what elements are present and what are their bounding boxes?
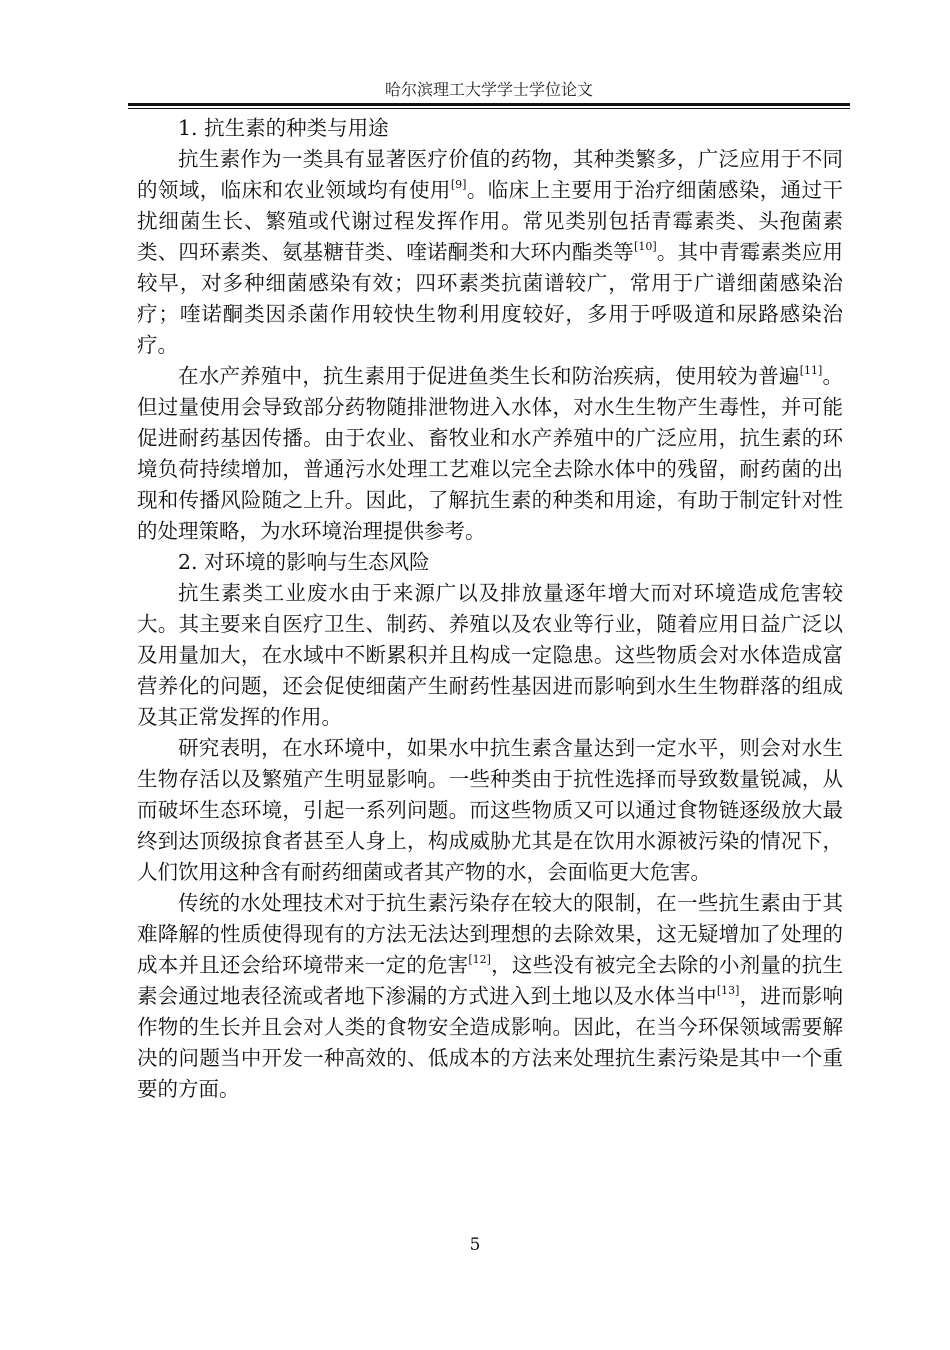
paragraph — [137, 733, 843, 888]
text-run: 。其中青霉素类应用较早，对多种细菌感染有效；四环素类抗菌谱较广，常用于广谱细菌感染治疗；喹诺酮类因杀菌作用较快生物利用度较好，多用于呼吸道和尿路感染治疗。 — [137, 240, 844, 357]
paragraph — [137, 888, 843, 1105]
page-number: 5 — [469, 1235, 481, 1255]
section-heading: 2. 对环境的影响与生态风险 — [178, 550, 430, 574]
text-run: 研究表明，在水环境中，如果水中抗生素含量达到一定水平，则会对水生生物存活以及繁殖产生明显影响。一些种类由于抗性选择而导致数量锐减，从而破坏生态环境，引起一系列问题。而这些物质又可以通过食物链逐级放大最终到达顶级掠食者甚至人身上，构成威胁尤其是在饮用水源被污染的情况下，人们饮用这种含有耐药细菌或者其产物的水，会面临更大危害。 — [137, 736, 843, 884]
text-run: 。临床上主要用于治疗细菌感染，通过干扰细菌生长、繁殖或代谢过程发挥作用。常见类别包括青霉素类、头孢菌素类、四环素类、氨基糖苷类、喹诺酮类和大环内酯类等 — [137, 178, 844, 264]
citation: [10] — [634, 240, 657, 254]
text-run: 。但过量使用会导致部分药物随排泄物进入水体，对水生生物产生毒性，并可能促进耐药基因传播。由于农业、畜牧业和水产养殖中的广泛应用，抗生素的环境负荷持续增加，普通污水处理工艺难以完全去除水体中的残留，耐药菌的出现和传播风险随之上升。因此，了解抗生素的种类和用途，有助于制定针对性的处理策略，为水环境治理提供参考。 — [137, 364, 844, 543]
header-rule — [128, 103, 850, 106]
paragraph — [137, 361, 843, 547]
text-run: 抗生素类工业废水由于来源广以及排放量逐年增大而对环境造成危害较大。其主要来自医疗卫生、制药、养殖以及农业等行业，随着应用日益广泛以及用量加大，在水域中不断累积并且构成一定隐患。这些物质会对水体造成富营养化的问题，还会促使细菌产生耐药性基因进而影响到水生生物群落的组成及其正常发挥的作用。 — [137, 581, 843, 729]
text-run: 传统的水处理技术对于抗生素污染存在较大的限制，在一些抗生素由于其难降解的性质使得现有的方法无法达到理想的去除效果，这无疑增加了处理的成本并且还会给环境带来一定的危害 — [137, 891, 843, 977]
citation: [13] — [716, 984, 740, 998]
header-rule-secondary — [128, 108, 850, 109]
text-run: 在水产养殖中，抗生素用于促进鱼类生长和防治疾病，使用较为普遍 — [178, 364, 800, 388]
body-text — [137, 113, 843, 1105]
citation: [9] — [450, 178, 467, 192]
citation: [11] — [799, 364, 823, 378]
running-header: 哈尔滨理工大学学士学位论文 — [384, 80, 593, 99]
section-heading: 1. 抗生素的种类与用途 — [178, 116, 389, 140]
text-run: ，进而影响作物的生长并且会对人类的食物安全造成影响。因此，在当今环保领域需要解决的问题当中开发一种高效的、低成本的方法来处理抗生素污染是其中一个重要的方面。 — [137, 984, 843, 1101]
text-run: 抗生素作为一类具有显著医疗价值的药物，其种类繁多，广泛应用于不同的领域，临床和农业领域均有使用 — [137, 147, 843, 202]
text-run: ，这些没有被完全去除的小剂量的抗生素会通过地表径流或者地下渗漏的方式进入到土地以及水体当中 — [137, 953, 844, 1008]
paragraph — [137, 144, 843, 361]
citation: [12] — [468, 953, 491, 967]
paragraph — [137, 578, 843, 733]
